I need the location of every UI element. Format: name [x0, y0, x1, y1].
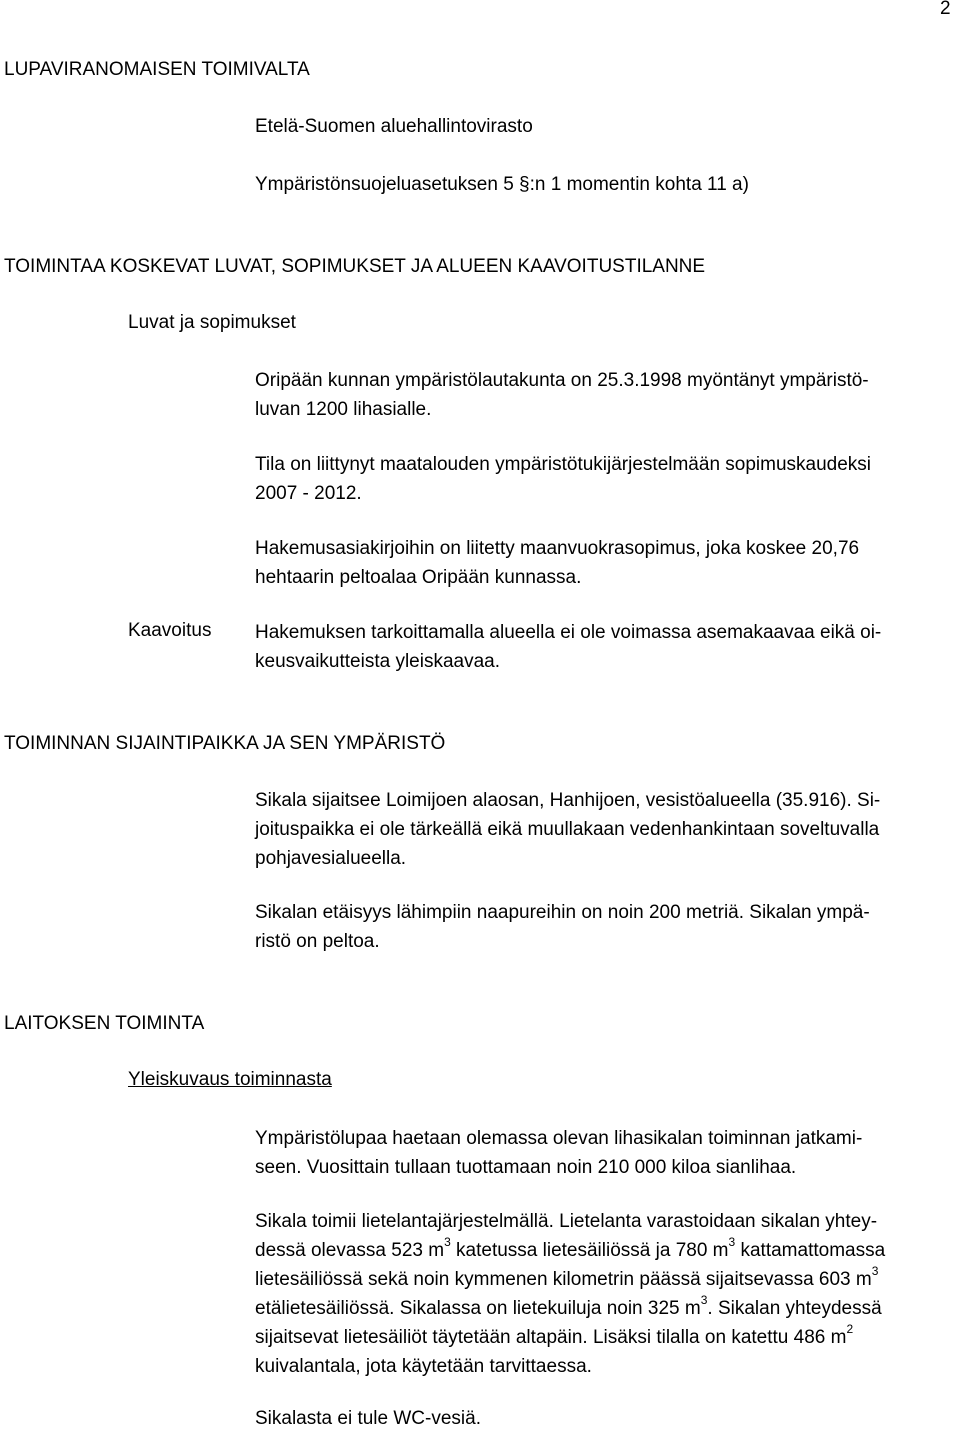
section-heading-permits: TOIMINTAA KOSKEVAT LUVAT, SOPIMUKSET JA ALUEEN KAAVOITUSTILANNE	[4, 256, 706, 277]
paragraph-application	[255, 1124, 955, 1182]
line: luvan 1200 lihasialle.	[255, 399, 432, 420]
line: Hakemuksen tarkoittamalla alueella ei ole voimassa asemakaavaa eikä oi-	[255, 622, 882, 643]
line: Ympäristölupaa haetaan olemassa olevan lihasikalan toiminnan jatkami-	[255, 1128, 863, 1149]
line: joituspaikka ei ole tärkeällä eikä muullakaan vedenhankintaan soveltuvalla	[255, 819, 880, 840]
line: ristö on peltoa.	[255, 931, 380, 952]
text-run: kattamattomassa	[735, 1240, 886, 1261]
section-heading-location: TOIMINNAN SIJAINTIPAIKKA JA SEN YMPÄRISTÖ	[4, 733, 446, 754]
text-run: etälietesäiliössä. Sikalassa on lietekuiluja noin 325 m	[255, 1298, 701, 1319]
paragraph-location	[255, 786, 955, 873]
page-number: 2	[940, 0, 951, 19]
zoning-label: Kaavoitus	[128, 620, 212, 641]
line	[255, 1294, 955, 1323]
superscript: 3	[728, 1234, 736, 1249]
text-run: lietesäiliössä sekä noin kymmenen kilometrin päässä sijaitsevassa 603 m	[255, 1269, 872, 1290]
paragraph-distance	[255, 898, 955, 956]
text-run: . Sikalan yhteydessä	[707, 1298, 882, 1319]
paragraph-wc: Sikalasta ei tule WC-vesiä.	[255, 1408, 481, 1429]
text-run: sijaitsevat lietesäiliöt täytetään altapäin. Lisäksi tilalla on katettu 486 m	[255, 1327, 847, 1348]
line: Tila on liittynyt maatalouden ympäristötukijärjestelmään sopimuskaudeksi	[255, 454, 872, 475]
paragraph-manure	[255, 1207, 955, 1381]
line: Sikala sijaitsee Loimijoen alaosan, Hanhijoen, vesistöalueella (35.916). Si-	[255, 790, 881, 811]
line: hehtaarin peltoalaa Oripään kunnassa.	[255, 567, 582, 588]
line: kuivalantala, jota käytetään tarvittaessa.	[255, 1356, 592, 1377]
line	[255, 1265, 955, 1294]
line: Oripään kunnan ympäristölautakunta on 25.3.1998 myöntänyt ympäristö-	[255, 370, 869, 391]
superscript: 3	[700, 1292, 708, 1307]
line	[255, 1236, 955, 1265]
superscript: 2	[846, 1321, 854, 1336]
line: 2007 - 2012.	[255, 483, 362, 504]
paragraph-zoning	[255, 618, 955, 676]
line	[255, 1323, 955, 1352]
line: Sikalan etäisyys lähimpiin naapureihin on noin 200 metriä. Sikalan ympä-	[255, 902, 870, 923]
paragraph-permit	[255, 366, 955, 424]
authority-name: Etelä-Suomen aluehallintovirasto	[255, 116, 533, 137]
superscript: 3	[444, 1234, 451, 1249]
line: Hakemusasiakirjoihin on liitetty maanvuokrasopimus, joka koskee 20,76	[255, 538, 860, 559]
subheading-overview: Yleiskuvaus toiminnasta	[128, 1069, 332, 1090]
line: pohjavesialueella.	[255, 848, 407, 869]
section-heading-operation: LAITOKSEN TOIMINTA	[4, 1013, 205, 1034]
text-run: dessä olevassa 523 m	[255, 1240, 445, 1261]
line: keusvaikutteista yleiskaavaa.	[255, 651, 501, 672]
superscript: 3	[871, 1263, 879, 1278]
line: seen. Vuosittain tullaan tuottamaan noin 210 000 kiloa sianlihaa.	[255, 1157, 797, 1178]
subheading-permits-agreements: Luvat ja sopimukset	[128, 312, 296, 333]
section-heading-competence: LUPAVIRANOMAISEN TOIMIVALTA	[4, 59, 310, 80]
paragraph-subsidy	[255, 450, 955, 508]
text-run: katetussa lietesäiliössä ja 780 m	[450, 1240, 729, 1261]
legal-basis: Ympäristönsuojeluasetuksen 5 §:n 1 momentin kohta 11 a)	[255, 174, 749, 195]
paragraph-lease	[255, 534, 955, 592]
line: Sikala toimii lietelantajärjestelmällä. Lietelanta varastoidaan sikalan yhtey-	[255, 1211, 878, 1232]
